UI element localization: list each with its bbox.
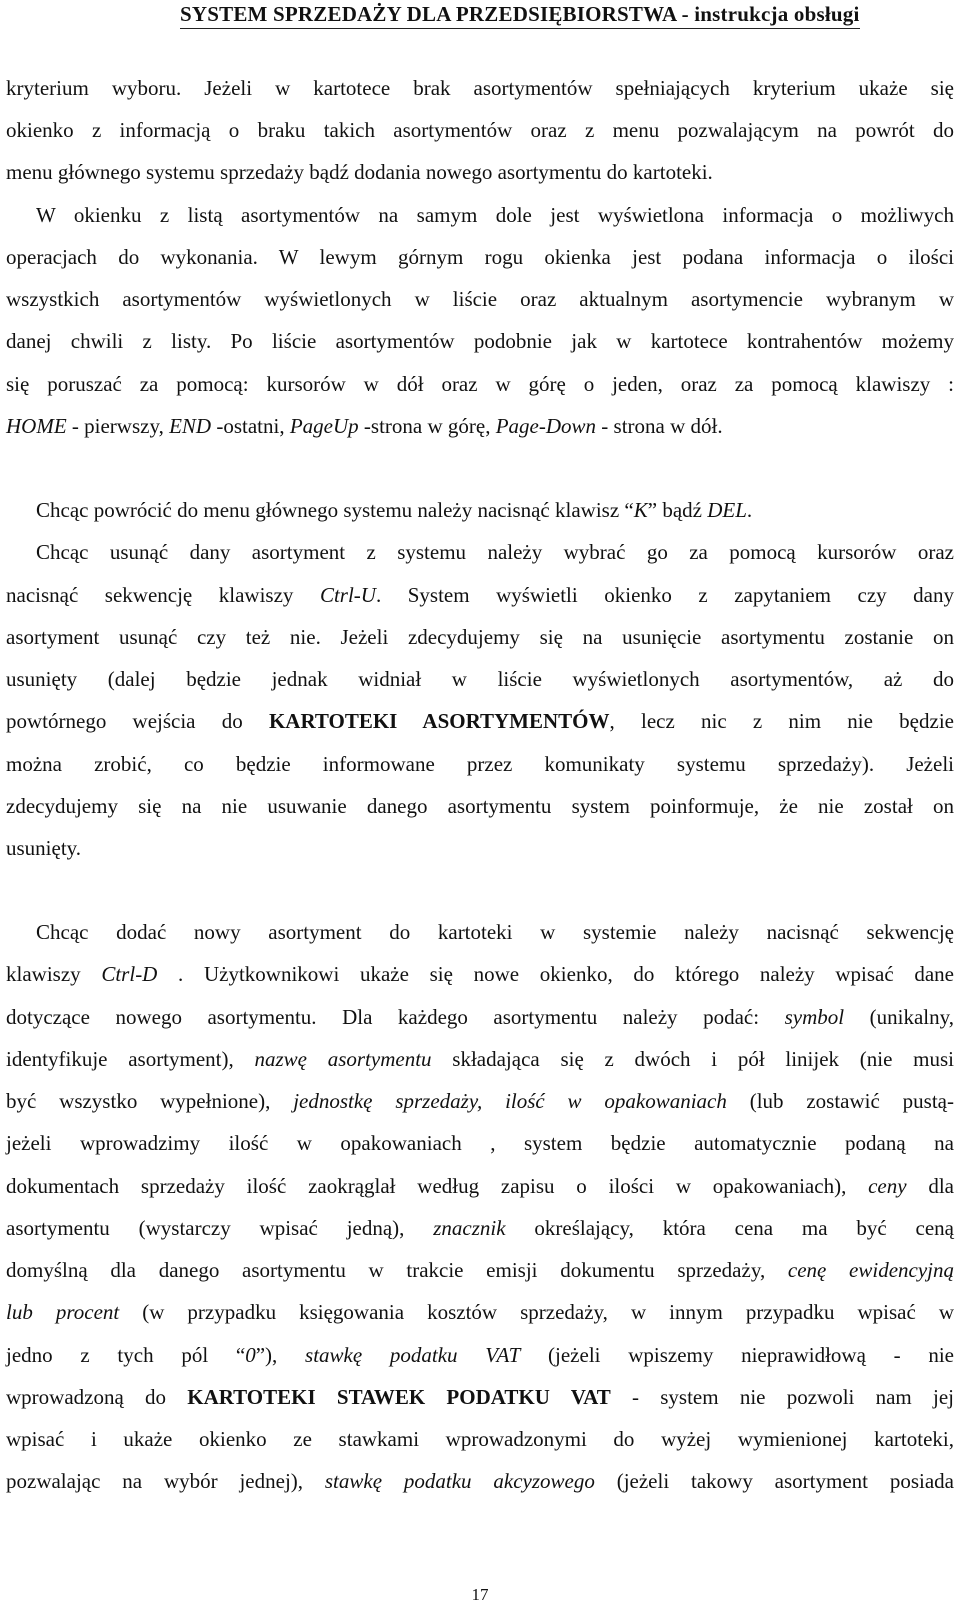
text-line: się poruszać za pomocą: kursorów w dół oraz w górę o jeden, oraz za pomocą klawiszy :	[6, 372, 954, 396]
text-span: jedno z tych pól “	[6, 1343, 246, 1367]
italic-term: znacznik	[433, 1216, 506, 1240]
text-span: - system nie pozwoli nam jej	[610, 1385, 954, 1409]
text-span: -ostatni,	[211, 414, 290, 438]
text-span: - pierwszy,	[66, 414, 170, 438]
text-line	[6, 1002, 954, 1032]
text-line	[6, 411, 954, 441]
text-line: można zrobić, co będzie informowane przez komunikaty systemu sprzedaży). Jeżeli	[6, 752, 954, 776]
text-line: wszystkich asortymentów wyświetlonych w liście oraz aktualnym asortymencie wybranym w	[6, 287, 954, 311]
text-span: ”),	[255, 1343, 306, 1367]
text-span: wprowadzoną do	[6, 1385, 188, 1409]
key-name: HOME	[6, 414, 67, 438]
text-line	[6, 1086, 954, 1116]
text-line	[6, 1466, 954, 1496]
text-span: klawiszy	[6, 962, 102, 986]
text-line: kryterium wyboru. Jeżeli w kartotece brak asortymentów spełniających kryterium ukaże się	[6, 76, 954, 100]
running-header: SYSTEM SPRZEDAŻY DLA PRZEDSIĘBIORSTWA - instrukcja obsługi	[180, 2, 860, 29]
text-line: zdecydujemy się na nie usuwanie danego asortymentu system poinformuje, że nie został on	[6, 794, 954, 818]
key-name: K	[633, 498, 648, 522]
text-line: W okienku z listą asortymentów na samym dole jest wyświetlona informacja o możliwych	[36, 203, 954, 227]
text-span: .	[746, 498, 753, 522]
text-line: jeżeli wprowadzimy ilość w opakowaniach , system będzie automatycznie podaną na	[6, 1131, 954, 1155]
text-span: . System wyświetli okienko z zapytaniem czy dany	[375, 583, 954, 607]
bold-term: KARTOTEKI ASORTYMENTÓW	[268, 709, 610, 733]
text-span: dokumentach sprzedaży ilość zaokrąglał według zapisu o ilości w opakowaniach),	[6, 1174, 869, 1198]
text-line: wpisać i ukaże okienko ze stawkami wprowadzonymi do wyżej wymienionej kartoteki,	[6, 1427, 954, 1451]
text-line	[6, 959, 954, 989]
text-line	[6, 1171, 954, 1201]
text-span: być wszystko wypełnione),	[6, 1089, 294, 1113]
text-span: (jeżeli takowy asortyment posiada	[594, 1469, 954, 1493]
text-span: określający, która cena ma być ceną	[505, 1216, 955, 1240]
italic-term: stawkę podatku akcyzowego	[324, 1469, 595, 1493]
key-name: PageUp	[289, 414, 359, 438]
italic-term: symbol	[784, 1005, 845, 1029]
text-line	[6, 1297, 954, 1327]
text-line	[6, 580, 954, 610]
italic-term: cenę ewidencyjną	[787, 1258, 954, 1282]
italic-term: lub procent	[6, 1300, 120, 1324]
text-line: asortyment usunąć czy też nie. Jeżeli zdecydujemy się na usunięcie asortymentu zostanie on	[6, 625, 954, 649]
key-name: Ctrl-U	[319, 583, 376, 607]
text-span: nacisnąć sekwencję klawiszy	[6, 583, 320, 607]
italic-term: 0	[245, 1343, 256, 1367]
text-span: -strona w górę,	[358, 414, 496, 438]
text-span: pozwalając na wybór jednej),	[6, 1469, 325, 1493]
text-span: domyślną dla danego asortymentu w trakcie emisji dokumentu sprzedaży,	[6, 1258, 788, 1282]
text-line	[6, 706, 954, 736]
italic-term: jednostkę sprzedaży, ilość w opakowaniach	[293, 1089, 727, 1113]
text-line: menu głównego systemu sprzedaży bądź dodania nowego asortymentu do kartoteki.	[6, 160, 713, 184]
page-number: 17	[471, 1585, 489, 1604]
text-span: powtórnego wejścia do	[6, 709, 269, 733]
text-line	[6, 1382, 954, 1412]
key-name: Ctrl-D	[101, 962, 158, 986]
text-span: , lecz nic z nim nie będzie	[609, 709, 954, 733]
text-span: (w przypadku księgowania kosztów sprzedaży, w innym przypadku wpisać w	[119, 1300, 954, 1324]
text-line: operacjach do wykonania. W lewym górnym rogu okienka jest podana informacja o ilości	[6, 245, 954, 269]
text-span: . Użytkownikowi ukaże się nowe okienko, do którego należy wpisać dane	[157, 962, 955, 986]
text-line	[6, 1255, 954, 1285]
italic-term: stawkę podatku VAT	[305, 1343, 521, 1367]
bold-term: KARTOTEKI STAWEK PODATKU VAT	[187, 1385, 611, 1409]
text-line	[6, 1044, 954, 1074]
key-name: Page-Down	[495, 414, 597, 438]
text-line	[6, 1213, 954, 1243]
text-line	[6, 495, 954, 525]
text-span: - strona w dół.	[596, 414, 723, 438]
text-span: ” bądź	[647, 498, 708, 522]
text-span: (lub zostawić pustą-	[726, 1089, 954, 1113]
text-line: Chcąc dodać nowy asortyment do kartoteki w systemie należy nacisnąć sekwencję	[36, 920, 954, 944]
text-line: usunięty (dalej będzie jednak widniał w liście wyświetlonych asortymentów, aż do	[6, 667, 954, 691]
italic-term: nazwę asortymentu	[254, 1047, 432, 1071]
text-line: danej chwili z listy. Po liście asortymentów podobnie jak w kartotece kontrahentów możemy	[6, 329, 954, 353]
text-span: dla	[906, 1174, 954, 1198]
text-span: identyfikuje asortyment),	[6, 1047, 255, 1071]
text-line: okienko z informacją o braku takich asortymentów oraz z menu pozwalającym na powrót do	[6, 118, 954, 142]
key-name: END	[169, 414, 212, 438]
text-line	[6, 1340, 954, 1370]
text-span: dotyczące nowego asortymentu. Dla każdego asortymentu należy podać:	[6, 1005, 785, 1029]
text-line: usunięty.	[6, 836, 82, 860]
text-span: asortymentu (wystarczy wpisać jedną),	[6, 1216, 434, 1240]
key-name: DEL	[707, 498, 747, 522]
text-line: Chcąc usunąć dany asortyment z systemu należy wybrać go za pomocą kursorów oraz	[36, 540, 954, 564]
text-span: (unikalny,	[844, 1005, 954, 1029]
text-span: składająca się z dwóch i pół linijek (nie musi	[431, 1047, 954, 1071]
italic-term: ceny	[868, 1174, 907, 1198]
text-span: Chcąc powrócić do menu głównego systemu należy nacisnąć klawisz “	[36, 498, 634, 522]
text-span: (jeżeli wpiszemy nieprawidłową - nie	[520, 1343, 954, 1367]
